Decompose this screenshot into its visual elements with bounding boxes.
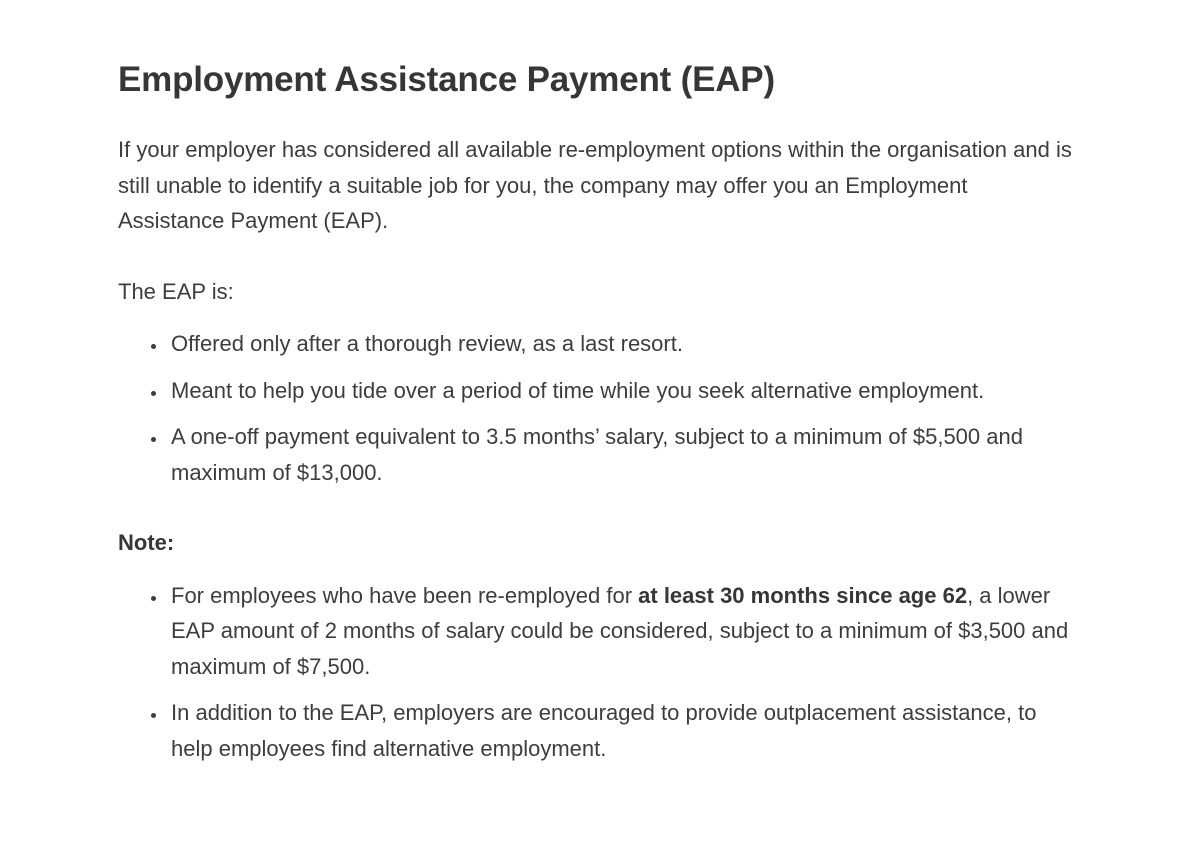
list-item-text: , a lower EAP amount of 2 months of salary could be considered, subject to a minimum of $3,500 and maximum of $7,500.: [171, 582, 1069, 679]
list-item-text: A one-off payment equivalent to 3.5 months’ salary, subject to a minimum of $5,500 and maximum of $13,000.: [171, 424, 1023, 485]
list-item-text: For employees who have been re-employed for: [171, 582, 639, 608]
list-item: [168, 326, 1073, 362]
eap-points-list: [118, 326, 1073, 490]
list-item-bold-text: at least 30 months since age 62: [638, 582, 968, 608]
list-item-text: In addition to the EAP, employers are encouraged to provide outplacement assistance, to help employees find alternative employment.: [171, 700, 1037, 761]
list-item-text: Offered only after a thorough review, as a last resort.: [171, 331, 683, 356]
list-item: [168, 695, 1073, 766]
note-points-list: [118, 578, 1073, 767]
list-item: [168, 578, 1073, 685]
eap-list-label: The EAP is:: [118, 278, 234, 304]
list-item-text: Meant to help you tide over a period of time while you seek alternative employment.: [171, 377, 985, 403]
note-label: Note:: [118, 530, 175, 555]
list-item: [168, 419, 1073, 490]
intro-paragraph: If your employer has considered all available re-employment options within the organisation and is still unable to identify a suitable job for you, the company may offer you an Employment Assistance Payment (EAP).: [118, 137, 1072, 233]
page-title: Employment Assistance Payment (EAP): [118, 60, 775, 99]
article-content: [118, 0, 1073, 766]
list-item: [168, 373, 1073, 409]
